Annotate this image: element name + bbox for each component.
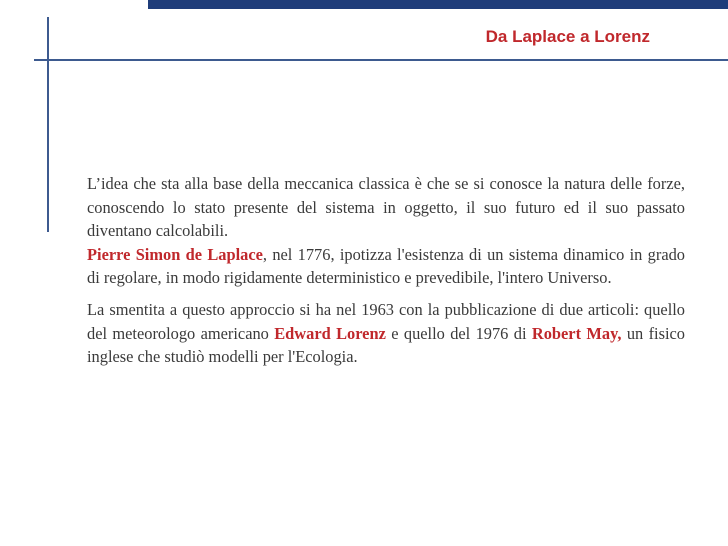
paragraph-intro: L’idea che sta alla base della meccanica classica è che se si conosce la natura delle forze, conoscendo lo stato presente del sistema in oggetto, il suo futuro ed il suo passato diventano calcolabili. [87, 174, 685, 241]
slide-title: Da Laplace a Lorenz [485, 27, 650, 46]
paragraph-laplace [87, 172, 685, 290]
paragraph-laplace-rest: , nel 1776, ipotizza l'esistenza di un sistema dinamico in grado di regolare, in modo rigidamente deterministico e prevedibile, l'intero Universo. [87, 244, 686, 288]
slide-body [87, 172, 685, 369]
paragraph-lorenz [87, 298, 685, 369]
paragraph-lorenz-text-3: un fisico inglese che studiò modelli per l'Ecologia. [87, 323, 685, 367]
name-laplace: Pierre Simon de Laplace [87, 244, 263, 264]
paragraph-lorenz-text-1: La smentita a questo approccio si ha nel 1963 con la pubblicazione di due articoli: quello del meteorologo americano [87, 299, 685, 343]
horizontal-rule [34, 59, 728, 61]
paragraph-lorenz-text-2: e quello del 1976 di [385, 323, 532, 343]
vertical-rule [47, 17, 49, 232]
name-may: Robert May, [531, 323, 622, 343]
name-lorenz: Edward Lorenz [274, 323, 386, 343]
top-accent-bar [148, 0, 728, 9]
